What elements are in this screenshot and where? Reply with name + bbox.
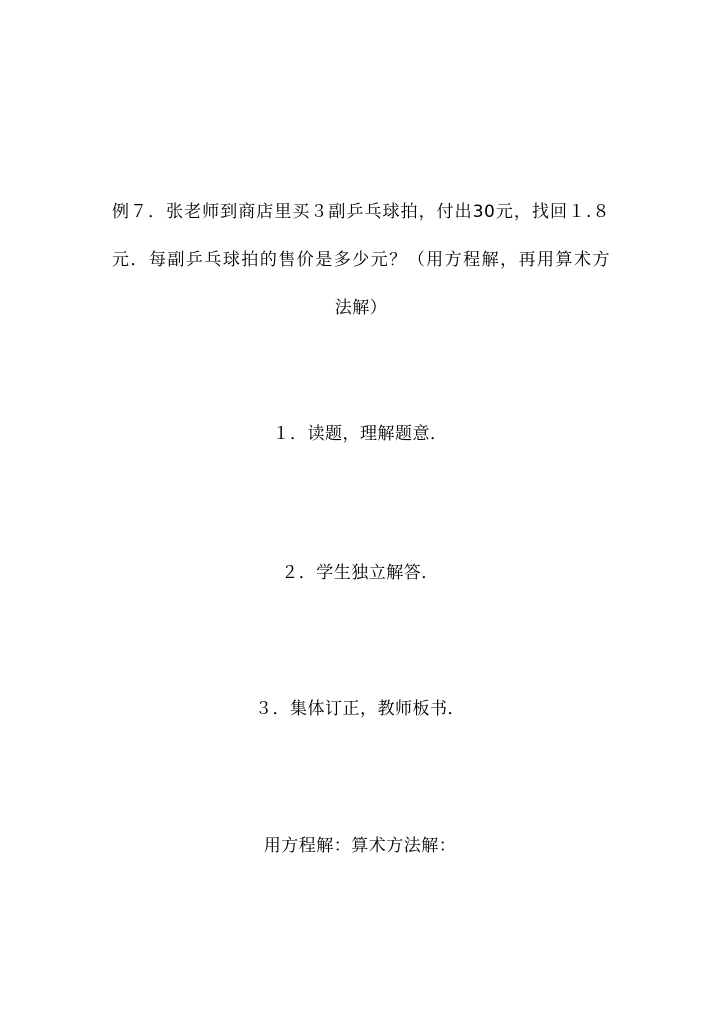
solution-methods-label: 用方程解：算术方法解： xyxy=(263,836,457,856)
step-read-question: １．读题，理解题意． xyxy=(272,424,448,444)
problem-line-2: 元．每副乒乓球拍的售价是多少元？（用方程解，再用算术方 xyxy=(112,250,610,270)
example-problem xyxy=(112,188,610,332)
problem-line-3: 法解） xyxy=(334,298,388,318)
problem-line-1: 例７．张老师到商店里买３副乒乓球拍，付出30元，找回１.８ xyxy=(112,202,610,222)
step-group-correction: ３．集体订正，教师板书． xyxy=(255,699,465,719)
step-independent-answer: ２．学生独立解答． xyxy=(281,563,439,583)
